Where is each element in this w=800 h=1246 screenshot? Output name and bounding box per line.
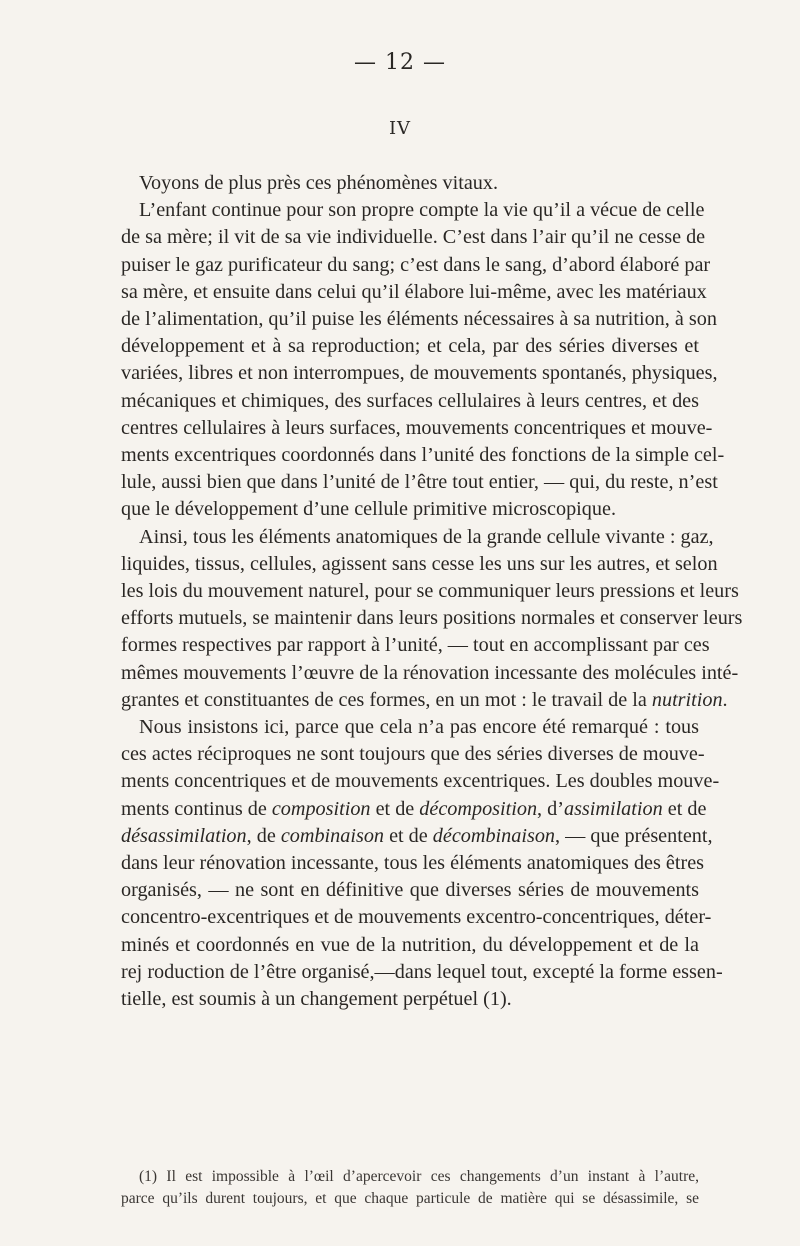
paragraph-3-line: les lois du mouvement naturel, pour se communiquer leurs pressions et leurs <box>121 580 739 603</box>
italic-term: décomposition <box>419 797 538 820</box>
paragraph-2-line: sa mère, et ensuite dans celui qu’il élabore lui-même, avec les matériaux <box>121 280 707 303</box>
paragraph-4-line <box>121 796 707 823</box>
paragraph-2-line: de sa mère; il vit de sa vie individuelle. C’est dans l’air qu’il ne cesse de <box>121 226 706 249</box>
paragraph-2-line: de l’alimentation, qu’il puise les éléments nécessaires à sa nutrition, à son <box>121 308 717 331</box>
paragraph-4-line: minés et coordonnés en vue de la nutrition, du développement et de la <box>121 933 699 956</box>
text-run: , de <box>246 824 281 847</box>
paragraph-3-line: formes respectives par rapport à l’unité, — tout en accomplissant par ces <box>121 634 710 657</box>
paragraph-2-line: puiser le gaz purificateur du sang; c’est dans le sang, d’abord élaboré par <box>121 253 711 276</box>
text-run: , — que présentent, <box>555 824 713 847</box>
paragraph-4-line: ces actes réciproques ne sont toujours que des séries diverses de mouve- <box>121 743 705 766</box>
text-run: . <box>722 688 728 711</box>
italic-term: décombinaison <box>432 824 556 847</box>
italic-term: désassimilation <box>121 824 247 847</box>
text-run: grantes et constituantes de ces formes, en un mot : le travail de la <box>121 688 652 711</box>
text-run: et de <box>370 797 420 820</box>
paragraph-3-line: efforts mutuels, se maintenir dans leurs positions normales et conserver leurs <box>121 607 743 630</box>
paragraph-4-line: ments concentriques et de mouvements excentriques. Les doubles mouve- <box>121 770 720 793</box>
italic-term: combinaison <box>280 824 385 847</box>
paragraph-3-line: Ainsi, tous les éléments anatomiques de la grande cellule vivante : gaz, <box>139 525 714 548</box>
paragraph-4-line: dans leur rénovation incessante, tous les éléments anatomiques des êtres <box>121 852 705 875</box>
italic-term: composition <box>271 797 371 820</box>
paragraph-2-line: ments excentriques coordonnés dans l’unité des fonctions de la simple cel- <box>121 444 725 467</box>
italic-term: assimilation <box>563 797 663 820</box>
paragraph-2-line: mécaniques et chimiques, des surfaces cellulaires à leurs centres, et des <box>121 389 699 412</box>
paragraph-2-line: variées, libres et non interrompues, de mouvements spontanés, physiques, <box>121 362 718 385</box>
paragraph-1-line: Voyons de plus près ces phénomènes vitaux. <box>139 172 499 194</box>
paragraph-4-line: rej roduction de l’être organisé,—dans lequel tout, excepté la forme essen- <box>121 960 723 983</box>
text-run: et de <box>662 797 707 820</box>
paragraph-2-line: L’enfant continue pour son propre compte la vie qu’il a vécue de celle <box>139 199 705 222</box>
paragraph-3-line: liquides, tissus, cellules, agissent sans cesse les uns sur les autres, et selon <box>121 552 718 575</box>
page-number: — 12 — <box>354 50 446 75</box>
text-run: ments continus de <box>121 797 272 820</box>
paragraph-2-line: centres cellulaires à leurs surfaces, mouvements concentriques et mouve- <box>121 416 713 439</box>
paragraph-2-line: développement et à sa reproduction; et cela, par des séries diverses et <box>121 335 699 358</box>
chapter-heading: IV <box>388 118 412 139</box>
paragraph-4-line: Nous insistons ici, parce que cela n’a pas encore été remarqué : tous <box>139 716 699 739</box>
footnote-line: parce qu’ils durent toujours, et que chaque particule de matière qui se désassimile, se <box>121 1190 699 1207</box>
paragraph-4-line: organisés, — ne sont en définitive que diverses séries de mouvements <box>121 879 699 902</box>
paragraph-2-line: lule, aussi bien que dans l’unité de l’être tout entier, — qui, du reste, n’est <box>121 471 718 494</box>
text-run: et de <box>384 824 433 847</box>
footnote-line: (1) Il est impossible à l’œil d’apercevoir ces changements d’un instant à l’autre, <box>139 1168 699 1185</box>
paragraph-3-line: mêmes mouvements l’œuvre de la rénovation incessante des molécules inté- <box>121 661 739 684</box>
italic-term: nutrition <box>651 688 723 711</box>
text-run: , d’ <box>537 797 564 820</box>
paragraph-4-line: tielle, est soumis à un changement perpétuel (1). <box>121 988 512 1011</box>
paragraph-3-last-line <box>121 687 728 714</box>
body-text <box>121 170 743 1013</box>
footnote <box>121 1166 699 1210</box>
paragraph-2-line: que le développement d’une cellule primitive microscopique. <box>121 498 616 521</box>
paragraph-4-line: concentro-excentriques et de mouvements excentro-concentriques, déter- <box>121 906 712 929</box>
paragraph-4-line <box>121 823 713 850</box>
